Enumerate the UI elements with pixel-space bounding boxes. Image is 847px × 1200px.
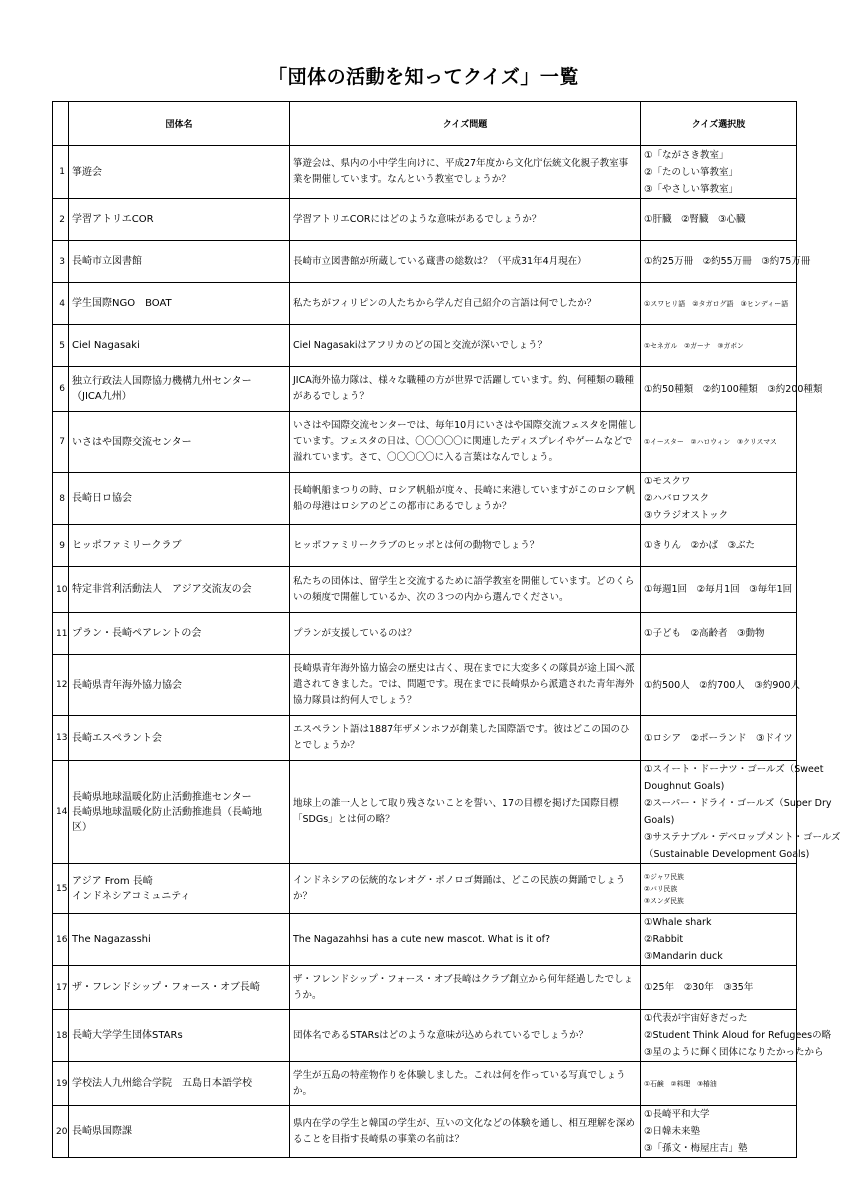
option-item: ①約500人 ②約700人 ③約900人 bbox=[644, 679, 800, 691]
row-number: 4 bbox=[53, 283, 69, 325]
table-row bbox=[53, 761, 797, 864]
question-cell: 私たちの団体は、留学生と交流するために語学教室を開催しています。どのくらいの頻度で開催しているか、次の３つの内から選んでください。 bbox=[290, 567, 641, 613]
option-item: ①Whale shark bbox=[644, 917, 712, 928]
option-item: ②バリ民族 bbox=[644, 884, 678, 893]
question-cell: インドネシアの伝統的なレオグ・ポノロゴ舞踊は、どこの民族の舞踊でしょうか？ bbox=[290, 864, 641, 914]
table-row bbox=[53, 864, 797, 914]
row-number: 8 bbox=[53, 473, 69, 525]
option-item: Goals) bbox=[644, 815, 675, 826]
option-item: ①長崎平和大学 bbox=[644, 1109, 710, 1120]
question-cell: ヒッポファミリークラブのヒッポとは何の動物でしょう？ bbox=[290, 525, 641, 567]
question-cell: 長崎市立図書館が所蔵している蔵書の総数は？（平成31年4月現在） bbox=[290, 241, 641, 283]
options-cell bbox=[641, 1010, 832, 1062]
org-cell bbox=[69, 525, 290, 567]
header-number bbox=[53, 102, 69, 146]
org-name-line: （JICA九州） bbox=[72, 391, 132, 402]
org-name-line: 学習アトリエCOR bbox=[72, 214, 154, 225]
org-cell bbox=[69, 966, 290, 1010]
row-number: 9 bbox=[53, 525, 69, 567]
org-name-line: アジア From 長崎 bbox=[72, 875, 153, 887]
option-item: ①きりん ②かば ③ぶた bbox=[644, 540, 756, 551]
question-cell: プランが支援しているのは？ bbox=[290, 613, 641, 655]
option-item: ①ジャワ民族 bbox=[644, 872, 684, 881]
option-item: Doughnut Goals) bbox=[644, 781, 725, 792]
row-number: 3 bbox=[53, 241, 69, 283]
options-cell bbox=[641, 655, 800, 716]
table-row bbox=[53, 146, 797, 199]
header-org: 団体名 bbox=[69, 102, 290, 146]
org-name-line: プラン・長崎ペアレントの会 bbox=[72, 628, 202, 639]
table-row bbox=[53, 716, 797, 761]
header-row bbox=[53, 102, 797, 146]
org-name-line: 長崎市立図書館 bbox=[72, 256, 142, 267]
option-item: ②Rabbit bbox=[644, 934, 684, 945]
table-row bbox=[53, 914, 797, 966]
org-name-line: 学生国際NGO BOAT bbox=[72, 298, 172, 309]
org-name-line: 長崎大学学生団体STARs bbox=[72, 1030, 183, 1041]
org-cell bbox=[69, 1010, 290, 1062]
question-cell: 地球上の誰一人として取り残さないことを誓い、17の目標を掲げた国際目標「SDGs」とは何の略？ bbox=[290, 761, 641, 864]
table-row bbox=[53, 412, 797, 473]
org-cell bbox=[69, 761, 290, 864]
org-cell bbox=[69, 473, 290, 525]
org-name-line: 長崎県青年海外協力協会 bbox=[72, 679, 182, 691]
table-row bbox=[53, 613, 797, 655]
row-number: 16 bbox=[53, 914, 69, 966]
org-cell bbox=[69, 325, 290, 367]
option-item: ③「やさしい箏教室」 bbox=[644, 183, 739, 195]
options-cell bbox=[641, 864, 797, 914]
org-name-line: 長崎県国際課 bbox=[72, 1126, 132, 1137]
row-number: 15 bbox=[53, 864, 69, 914]
org-name-line: 長崎エスペラント会 bbox=[72, 732, 162, 744]
option-item: ②ハバロフスク bbox=[644, 493, 710, 504]
option-item: ①「ながさき教室」 bbox=[644, 149, 729, 161]
org-name-line: 区） bbox=[72, 821, 92, 833]
question-cell: ザ・フレンドシップ・フォース・オブ長崎はクラブ創立から何年経過したでしょうか。 bbox=[290, 966, 641, 1010]
org-name-line: 長崎県地球温暖化防止活動推進員（長崎地 bbox=[72, 806, 262, 818]
table-row bbox=[53, 1010, 797, 1062]
table-row bbox=[53, 325, 797, 367]
question-cell: 箏遊会は、県内の小中学生向けに、平成27年度から文化庁伝統文化親子教室事業を開催しています。なんという教室でしょうか？ bbox=[290, 146, 641, 199]
table-row bbox=[53, 1062, 797, 1106]
options-cell bbox=[641, 146, 797, 199]
org-name-line: 特定非営利活動法人 アジア交流友の会 bbox=[72, 584, 252, 595]
org-cell bbox=[69, 1062, 290, 1106]
quiz-table bbox=[52, 101, 841, 1158]
header-options: クイズ選択肢 bbox=[641, 102, 797, 146]
org-name-line: 長崎日ロ協会 bbox=[72, 493, 132, 504]
option-item: ①セネガル ②ガーナ ③ガボン bbox=[644, 341, 744, 350]
org-cell bbox=[69, 199, 290, 241]
page-title: 「団体の活動を知ってクイズ」一覧 bbox=[268, 66, 579, 88]
options-cell bbox=[641, 1106, 797, 1158]
table-row bbox=[53, 525, 797, 567]
org-cell bbox=[69, 146, 290, 199]
org-cell bbox=[69, 914, 290, 966]
question-cell: エスペラント語は1887年ザメンホフが創業した国際語です。彼はどこの国のひとでしょうか？ bbox=[290, 716, 641, 761]
org-name-line: 箏遊会 bbox=[72, 166, 102, 178]
option-item: ③スンダ民族 bbox=[644, 896, 684, 905]
option-item: ①石鹸 ②料理 ③椿油 bbox=[644, 1079, 717, 1088]
org-cell bbox=[69, 412, 290, 473]
option-item: ③星のように輝く団体になりたかったから bbox=[644, 1047, 824, 1058]
option-item: ①約25万冊 ②約55万冊 ③約75万冊 bbox=[644, 256, 811, 267]
row-number: 11 bbox=[53, 613, 69, 655]
options-cell bbox=[641, 567, 797, 613]
org-cell bbox=[69, 367, 290, 412]
question-cell: 団体名であるSTARsはどのような意味が込められているでしょうか？ bbox=[290, 1010, 641, 1062]
options-cell bbox=[641, 199, 797, 241]
row-number: 13 bbox=[53, 716, 69, 761]
option-item: ①肝臓 ②腎臓 ③心臓 bbox=[644, 214, 746, 225]
table-row bbox=[53, 367, 797, 412]
option-item: （Sustainable Development Goals) bbox=[644, 849, 810, 860]
org-name-line: ヒッポファミリークラブ bbox=[72, 540, 182, 551]
question-cell: 学習アトリエCORにはどのような意味があるでしょうか？ bbox=[290, 199, 641, 241]
options-cell bbox=[641, 367, 823, 412]
org-cell bbox=[69, 864, 290, 914]
org-name-line: 長崎県地球温暖化防止活動推進センター bbox=[72, 791, 252, 803]
table-row bbox=[53, 655, 797, 716]
org-name-line: インドネシアコミュニティ bbox=[72, 890, 191, 902]
question-cell: 県内在学の学生と韓国の学生が、互いの文化などの体験を通し、相互理解を深めることを目指す長崎県の事業の名前は？ bbox=[290, 1106, 641, 1158]
question-cell: 長崎県青年海外協力協会の歴史は古く、現在までに大変多くの隊員が途上国へ派遣されてきました。では、問題です。現在までに長崎県から派遣された青年海外協力隊員は約何人でしょう？ bbox=[290, 655, 641, 716]
options-cell bbox=[641, 1062, 797, 1106]
option-item: ③サステナブル・デベロップメント・ゴールズ bbox=[644, 832, 841, 843]
option-item: ①代表が宇宙好きだった bbox=[644, 1013, 748, 1024]
org-cell bbox=[69, 655, 290, 716]
org-name-line: 学校法人九州総合学院 五島日本語学校 bbox=[72, 1078, 252, 1089]
option-item: ①イースター ②ハロウィン ③クリスマス bbox=[644, 438, 777, 446]
row-number: 19 bbox=[53, 1062, 69, 1106]
org-name-line: 独立行政法人国際協力機構九州センター bbox=[72, 376, 252, 387]
question-cell: The Nagazahhsi has a cute new mascot. What is it of? bbox=[290, 914, 641, 966]
org-name-line: ザ・フレンドシップ・フォース・オブ長崎 bbox=[72, 982, 260, 993]
options-cell bbox=[641, 525, 797, 567]
row-number: 2 bbox=[53, 199, 69, 241]
table-row bbox=[53, 241, 797, 283]
question-cell: 長崎帆船まつりの時、ロシア帆船が度々、長崎に来港していますがこのロシア帆船の母港はロシアのどこの都市にあるでしょうか？ bbox=[290, 473, 641, 525]
org-name-line: Ciel Nagasaki bbox=[72, 340, 140, 351]
options-cell bbox=[641, 613, 797, 655]
options-cell bbox=[641, 716, 797, 761]
options-cell bbox=[641, 914, 797, 966]
org-cell bbox=[69, 1106, 290, 1158]
org-cell bbox=[69, 613, 290, 655]
table-row bbox=[53, 966, 797, 1010]
options-cell bbox=[641, 241, 811, 283]
row-number: 6 bbox=[53, 367, 69, 412]
question-cell: Ciel Nagasakiはアフリカのどの国と交流が深いでしょう？ bbox=[290, 325, 641, 367]
option-item: ①約50種類 ②約100種類 ③約200種類 bbox=[644, 383, 823, 395]
table-row bbox=[53, 473, 797, 525]
quiz-rows bbox=[53, 146, 841, 1158]
options-cell bbox=[641, 412, 797, 473]
option-item: ③Mandarin duck bbox=[644, 951, 723, 962]
row-number: 7 bbox=[53, 412, 69, 473]
option-item: ①25年 ②30年 ③35年 bbox=[644, 982, 754, 993]
question-cell: JICA海外協力隊は、様々な職種の方が世界で活躍しています。約、何種類の職種があるでしょう？ bbox=[290, 367, 641, 412]
row-number: 17 bbox=[53, 966, 69, 1010]
table-row bbox=[53, 1106, 797, 1158]
option-item: ①ロシア ②ポーランド ③ドイツ bbox=[644, 732, 793, 744]
question-cell: 私たちがフィリピンの人たちから学んだ自己紹介の言語は何でしたか？ bbox=[290, 283, 641, 325]
option-item: ②日韓未来塾 bbox=[644, 1126, 701, 1137]
row-number: 5 bbox=[53, 325, 69, 367]
question-cell: 学生が五島の特産物作りを体験しました。これは何を作っている写真でしょうか。 bbox=[290, 1062, 641, 1106]
row-number: 1 bbox=[53, 146, 69, 199]
options-cell bbox=[641, 966, 797, 1010]
org-cell bbox=[69, 716, 290, 761]
option-item: ①スワヒリ語 ②タガログ語 ③ヒンディー語 bbox=[644, 299, 789, 308]
option-item: ①モスクワ bbox=[644, 476, 691, 487]
row-number: 14 bbox=[53, 761, 69, 864]
table-row bbox=[53, 567, 797, 613]
row-number: 20 bbox=[53, 1106, 69, 1158]
table-row bbox=[53, 283, 797, 325]
option-item: ③「孫文・梅屋庄吉」塾 bbox=[644, 1143, 748, 1154]
row-number: 10 bbox=[53, 567, 69, 613]
question-cell: いさはや国際交流センターでは、毎年10月にいさはや国際交流フェスタを開催しています。フェスタの日は、〇〇〇〇〇に関連したディスプレイやゲームなどで溢れています。さて、〇〇〇〇〇に入る言葉はなんでしょう。 bbox=[290, 412, 641, 473]
option-item: ①子ども ②高齢者 ③動物 bbox=[644, 628, 765, 639]
header-question: クイズ問題 bbox=[290, 102, 641, 146]
row-number: 12 bbox=[53, 655, 69, 716]
options-cell bbox=[641, 283, 797, 325]
option-item: ③ウラジオストック bbox=[644, 510, 729, 521]
option-item: ②スーパー・ドライ・ゴールズ（Super Dry bbox=[644, 798, 832, 809]
option-item: ①スイート・ドーナツ・ゴールズ（Sweet bbox=[644, 764, 824, 775]
org-name-line: The Nagazasshi bbox=[72, 934, 151, 945]
option-item: ②「たのしい箏教室」 bbox=[644, 166, 739, 178]
option-item: ②Student Think Aloud for Refugeesの略 bbox=[644, 1030, 832, 1041]
org-cell bbox=[69, 241, 290, 283]
option-item: ①毎週1回 ②毎月1回 ③毎年1回 bbox=[644, 584, 793, 595]
org-cell bbox=[69, 567, 290, 613]
options-cell bbox=[641, 761, 841, 864]
org-name-line: いさはや国際交流センター bbox=[72, 436, 192, 448]
table-row bbox=[53, 199, 797, 241]
options-cell bbox=[641, 473, 797, 525]
org-cell bbox=[69, 283, 290, 325]
row-number: 18 bbox=[53, 1010, 69, 1062]
options-cell bbox=[641, 325, 797, 367]
